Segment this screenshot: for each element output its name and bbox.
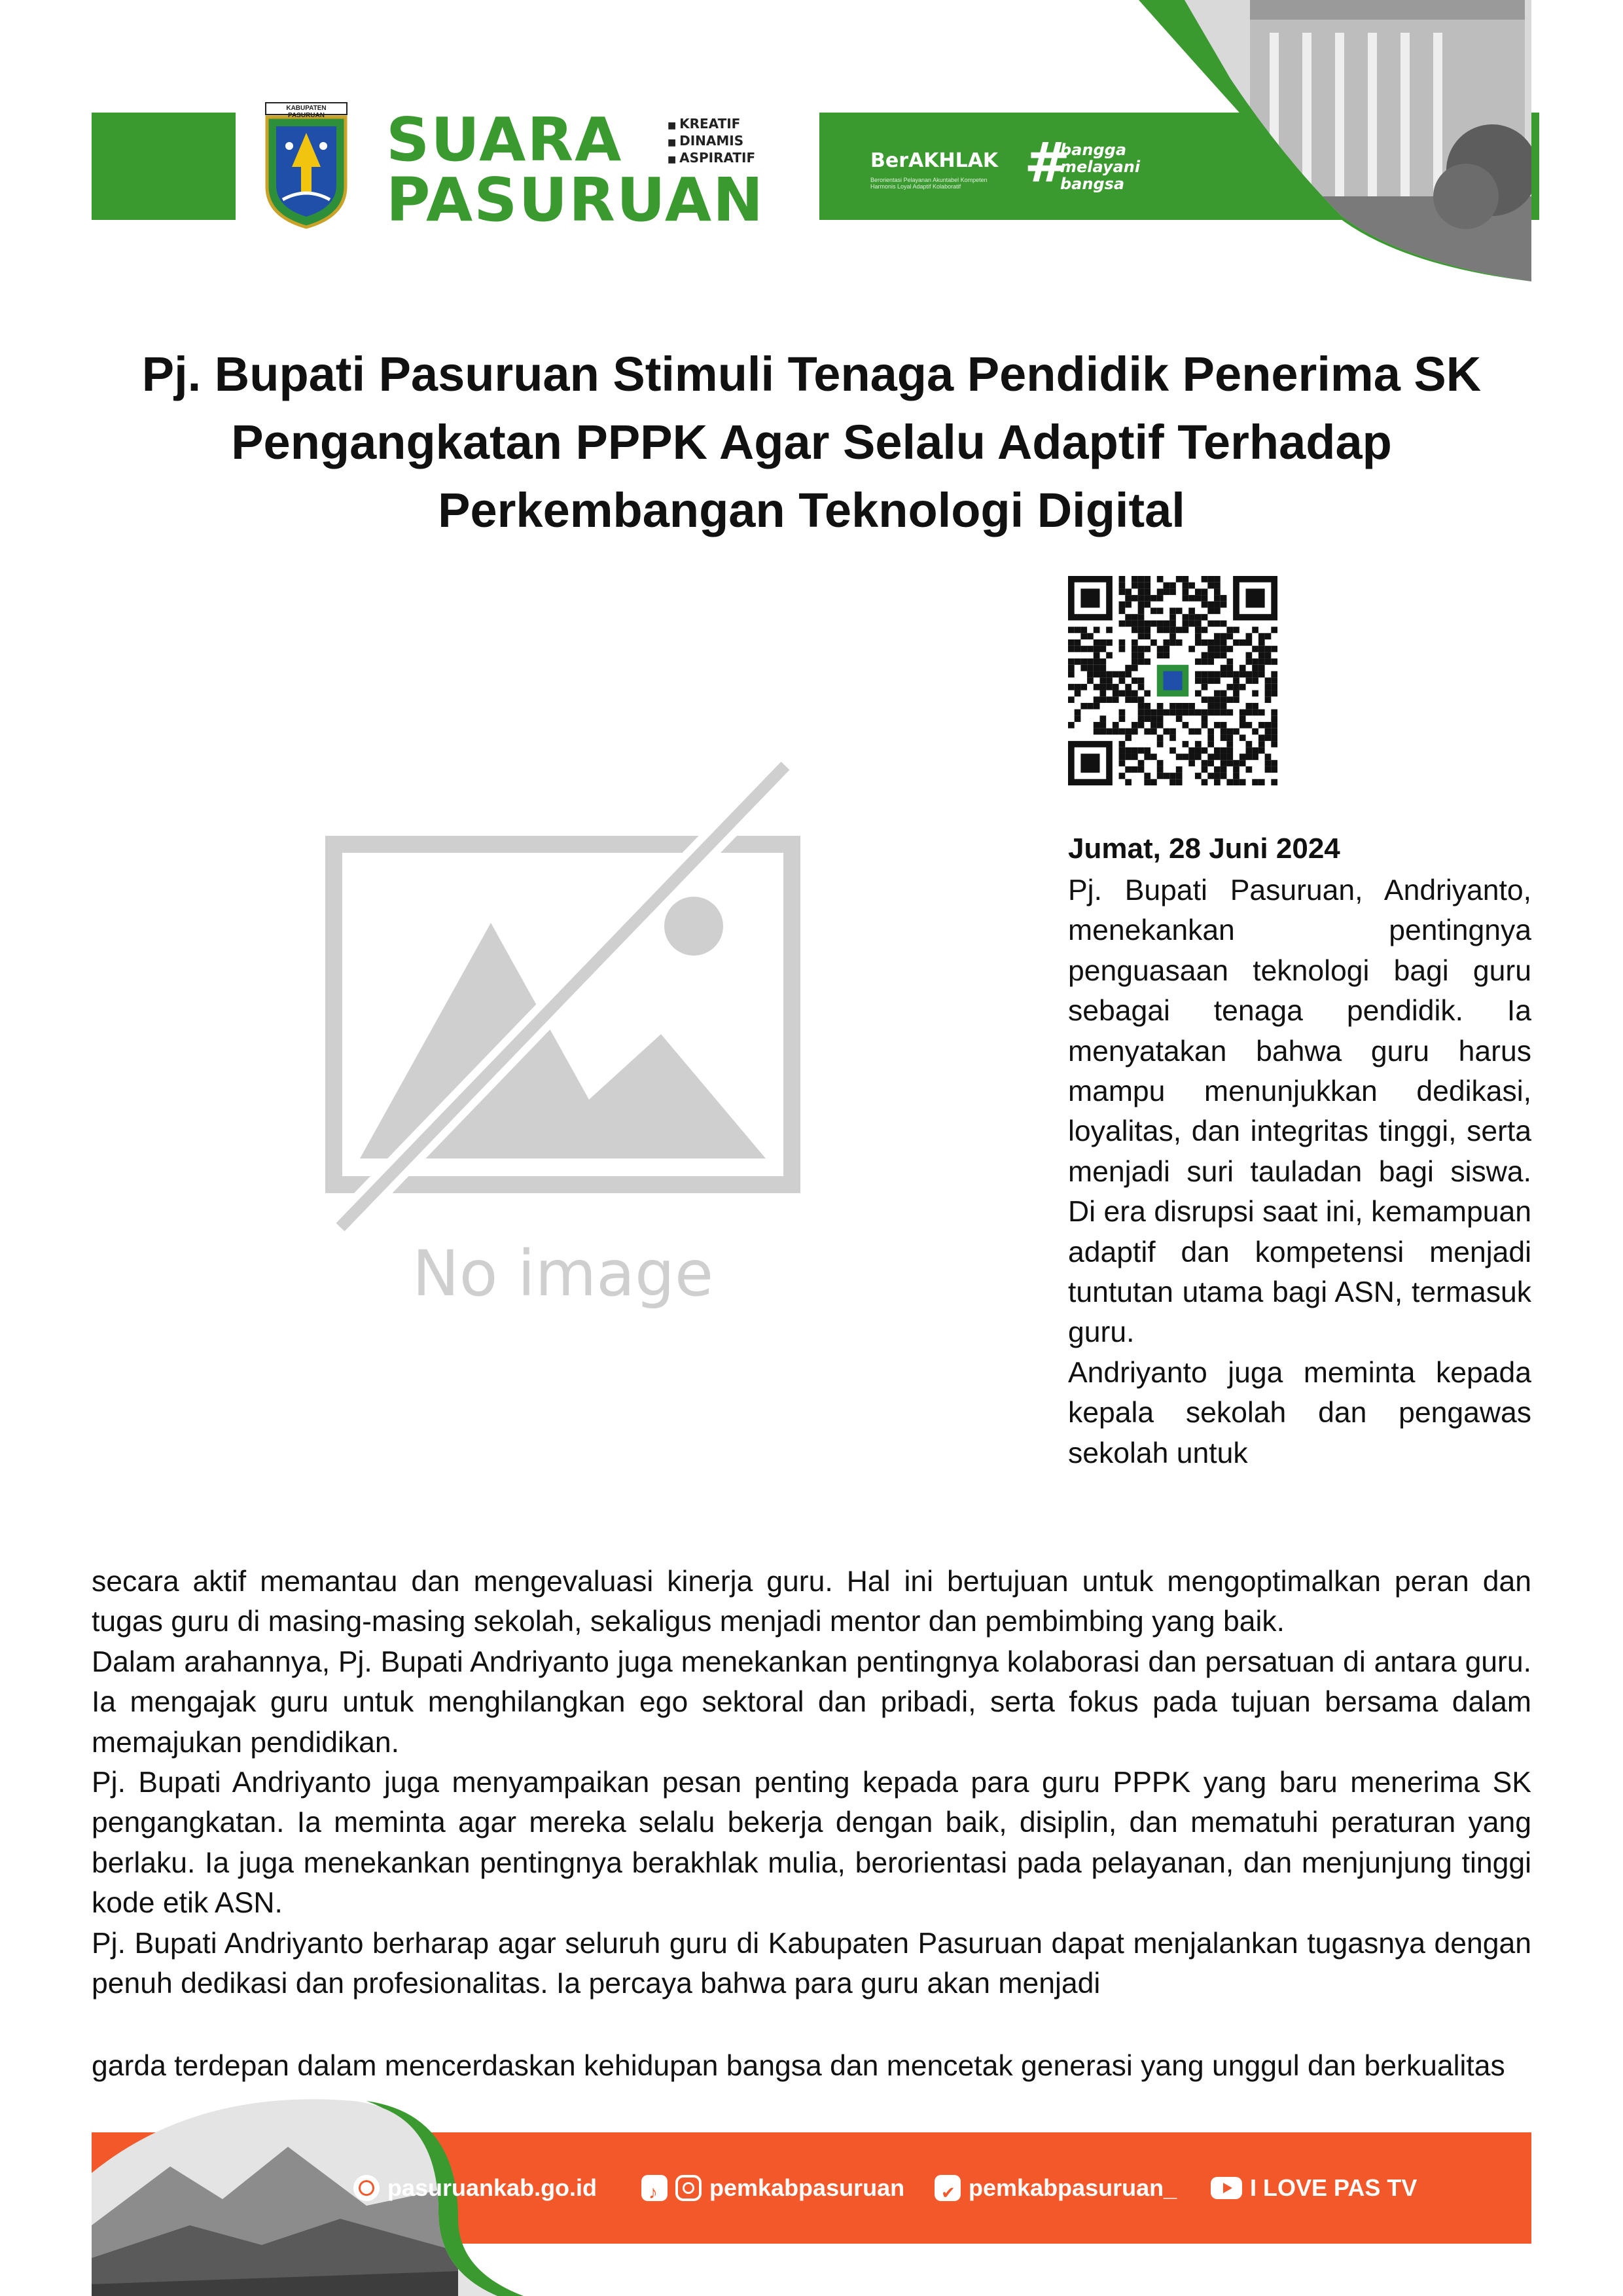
hash-word: melayani: [1060, 158, 1141, 176]
youtube-text: I LOVE PAS TV: [1250, 2174, 1418, 2201]
globe-icon: [353, 2175, 380, 2201]
brand-line-2: PASURUAN: [386, 165, 765, 235]
clipped-text-line: garda terdepan dalam mencerdaskan kehidupan bangsa dan mencetak generasi yang unggul dan berkualitas: [92, 2050, 1505, 2082]
footer-twitter-link[interactable]: [935, 2172, 1177, 2204]
article-date: Jumat, 28 Juni 2024: [1068, 833, 1340, 865]
article-title: Pj. Bupati Pasuruan Stimuli Tenaga Pendidik Penerima SK Pengangkatan PPPK Agar Selalu Adaptif Terhadap Perkembangan Teknologi Digital: [141, 347, 1482, 537]
paragraph: Pj. Bupati Andriyanto juga menyampaikan pesan penting kepada para guru PPPK yang baru menerima SK pengangkatan. Ia meminta agar mereka selalu bekerja dengan baik, disiplin, dan mematuhi peraturan yang berlaku. Ia juga menekankan pentingnya berakhlak mulia, berorientasi pada pelayanan, dan menjunjung tinggi kode etik ASN.: [92, 1767, 1531, 1920]
tiktok-instagram-text: pemkabpasuruan: [709, 2174, 905, 2201]
twitter-text: pemkabpasuruan_: [969, 2174, 1177, 2201]
paragraph: Pj. Bupati Pasuruan, Andriyanto, menekankan pentingnya penguasaan teknologi bagi guru sebagai tenaga pendidik. Ia menyatakan bahwa guru harus mampu menunjukkan dedikasi, loyalitas, dan integritas tinggi, serta menjadi suri tauladan bagi siswa. Di era disrupsi saat ini, kemampuan adaptif dan kompetensi menjadi tuntutan utama bagi ASN, termasuk guru.: [1068, 874, 1531, 1349]
qr-code[interactable]: [1068, 576, 1277, 785]
tagline-item: ■ ASPIRATIF: [668, 151, 755, 168]
berakhlak-logo: BerAKHLAK: [870, 149, 999, 172]
hashtag-icon: #: [1024, 130, 1071, 194]
bangga-melayani-bangsa: [1060, 141, 1140, 192]
tiktok-icon: [641, 2175, 668, 2201]
hash-word: bangga: [1060, 141, 1127, 159]
tagline: [668, 117, 755, 168]
twitter-icon: [935, 2175, 961, 2201]
footer-website-link[interactable]: [353, 2172, 597, 2204]
crest-label: KABUPATEN PASURUAN: [286, 105, 327, 119]
berakhlak-subtitle: Berorientasi Pelayanan Akuntabel Kompeten Harmonis Loyal Adaptif Kolaboratif: [870, 177, 988, 190]
hash-word: bangsa: [1060, 175, 1125, 193]
no-image-label: No image: [412, 1237, 714, 1310]
header-bar-left: [92, 113, 236, 220]
website-text: pasuruankab.go.id: [387, 2174, 597, 2201]
brand-line-1: SUARA: [386, 105, 623, 175]
footer-youtube-link[interactable]: [1211, 2172, 1417, 2204]
pasuruan-crest-logo: [260, 101, 352, 229]
article-body-side: [1068, 870, 1531, 1473]
tagline-item: ■ DINAMIS: [668, 134, 755, 151]
article-body-main: [92, 1562, 1531, 2003]
footer-tiktok-instagram-link[interactable]: [641, 2172, 904, 2204]
paragraph: Dalam arahannya, Pj. Bupati Andriyanto juga menekankan pentingnya kolaborasi dan persatuan di antara guru. Ia mengajak guru untuk menghilangkan ego sektoral dan pribadi, serta fokus pada tujuan bersama dalam memajukan pendidikan.: [92, 1645, 1531, 1759]
paragraph: Pj. Bupati Andriyanto berharap agar seluruh guru di Kabupaten Pasuruan dapat menjalankan tugasnya dengan penuh dedikasi dan profesionalitas. Ia percaya bahwa para guru akan menjadi: [92, 1927, 1531, 2000]
paragraph: secara aktif memantau dan mengevaluasi kinerja guru. Hal ini bertujuan untuk mengoptimalkan peran dan tugas guru di masing-masing sekolah, sekaligus menjadi mentor dan pembimbing yang baik.: [92, 1566, 1531, 1638]
youtube-icon: [1211, 2177, 1242, 2199]
tagline-item: ■ KREATIF: [668, 117, 755, 134]
paragraph: Andriyanto juga meminta kepada kepala sekolah dan pengawas sekolah untuk: [1068, 1356, 1531, 1469]
instagram-icon: [675, 2175, 702, 2201]
